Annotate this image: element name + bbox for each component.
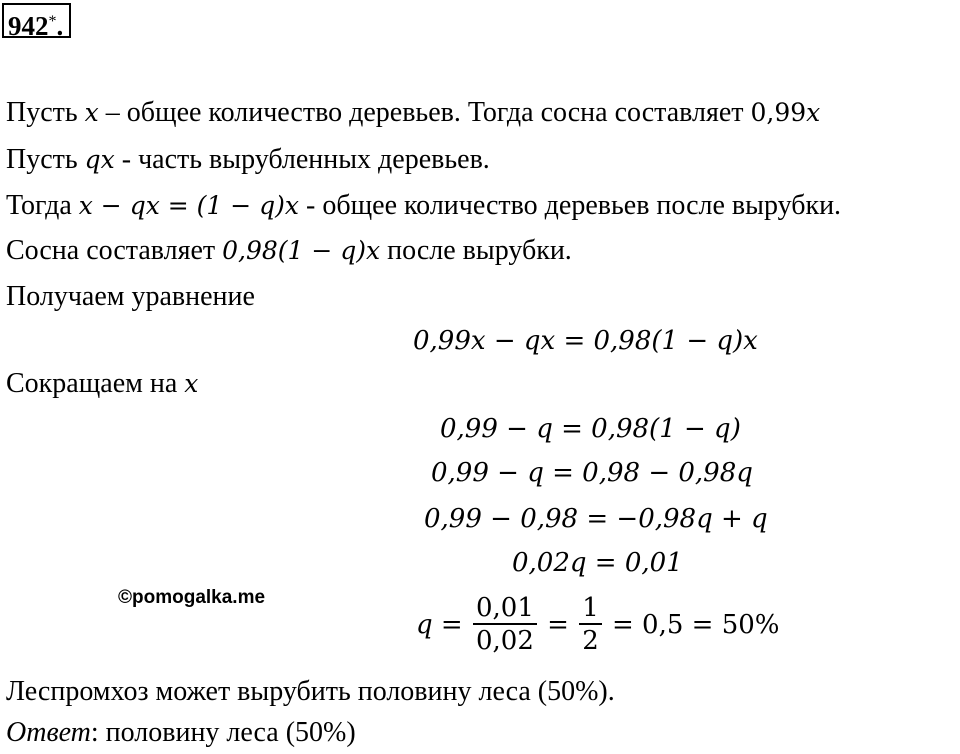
- equation-1-text: 0,99x − qx = 0,98(1 − q)x: [413, 326, 758, 356]
- line3-text-b: - общее количество деревьев после вырубки.: [299, 190, 842, 221]
- fraction-2-numerator: 1: [579, 593, 602, 625]
- text-line-1: [6, 96, 820, 130]
- final-statement: Леспромхоз может вырубить половину леса (50%).: [6, 676, 615, 707]
- fraction-2: [579, 593, 602, 657]
- line4-text-b: после вырубки.: [380, 235, 572, 266]
- line2-text-b: - часть вырубленных деревьев.: [114, 144, 490, 175]
- line1-var-x2: x: [806, 98, 821, 127]
- line6-text-a: Сокращаем на: [6, 368, 185, 399]
- line3-math: x − qx = (1 − q)x: [78, 191, 300, 220]
- line1-coef: 0,99: [750, 98, 807, 127]
- line4-text-a: Сосна составляет: [6, 235, 223, 266]
- equation-2: [440, 412, 741, 446]
- fraction-1-numerator: 0,01: [473, 593, 537, 625]
- text-line-6: [6, 367, 198, 401]
- line6-var-x: x: [184, 369, 199, 398]
- problem-number-value: 942: [8, 11, 49, 41]
- fraction-2-denominator: 2: [582, 626, 599, 656]
- problem-number: [2, 3, 71, 41]
- problem-number-mark: *: [48, 13, 57, 30]
- answer-text: : половину леса (50%): [90, 717, 356, 748]
- line1-text-b: – общее количество деревьев. Тогда сосна составляет: [98, 97, 751, 128]
- equation-3: [431, 456, 753, 490]
- line1-var-x: x: [84, 98, 99, 127]
- watermark: [118, 586, 265, 610]
- fraction-1-denominator: 0,02: [475, 626, 534, 656]
- line5-text: Получаем уравнение: [6, 281, 255, 312]
- watermark-text: ©pomogalka.me: [118, 587, 266, 608]
- equation-4: [424, 502, 768, 536]
- equation-4-text: 0,99 − 0,98 = −0,98q + q: [424, 504, 768, 534]
- equation-2-text: 0,99 − q = 0,98(1 − q): [440, 414, 741, 444]
- equation-3-text: 0,99 − q = 0,98 − 0,98q: [431, 458, 753, 488]
- equation-5: [512, 546, 683, 580]
- equation-5-text: 0,02q = 0,01: [512, 548, 683, 578]
- text-line-2: [6, 143, 490, 177]
- problem-number-dot: .: [56, 11, 64, 41]
- equation-6: [416, 592, 780, 662]
- fraction-1: [473, 593, 537, 657]
- line1-text-a: Пусть: [6, 97, 85, 128]
- line2-math: qx: [84, 145, 115, 174]
- equation-6-lhs: q =: [416, 610, 463, 640]
- line4-math: 0,98(1 − q)x: [222, 236, 381, 265]
- answer-label: Ответ: [6, 717, 91, 748]
- answer-line: [6, 716, 356, 750]
- equation-6-equals: =: [547, 610, 569, 640]
- text-line-3: [6, 189, 841, 223]
- text-line-4: [6, 234, 572, 268]
- line2-text-a: Пусть: [6, 144, 85, 175]
- text-line-5: [6, 280, 255, 314]
- line3-text-a: Тогда: [6, 190, 79, 221]
- equation-1: [413, 324, 758, 358]
- equation-6-rest: = 0,5 = 50%: [612, 610, 780, 640]
- text-line-final: [6, 675, 615, 709]
